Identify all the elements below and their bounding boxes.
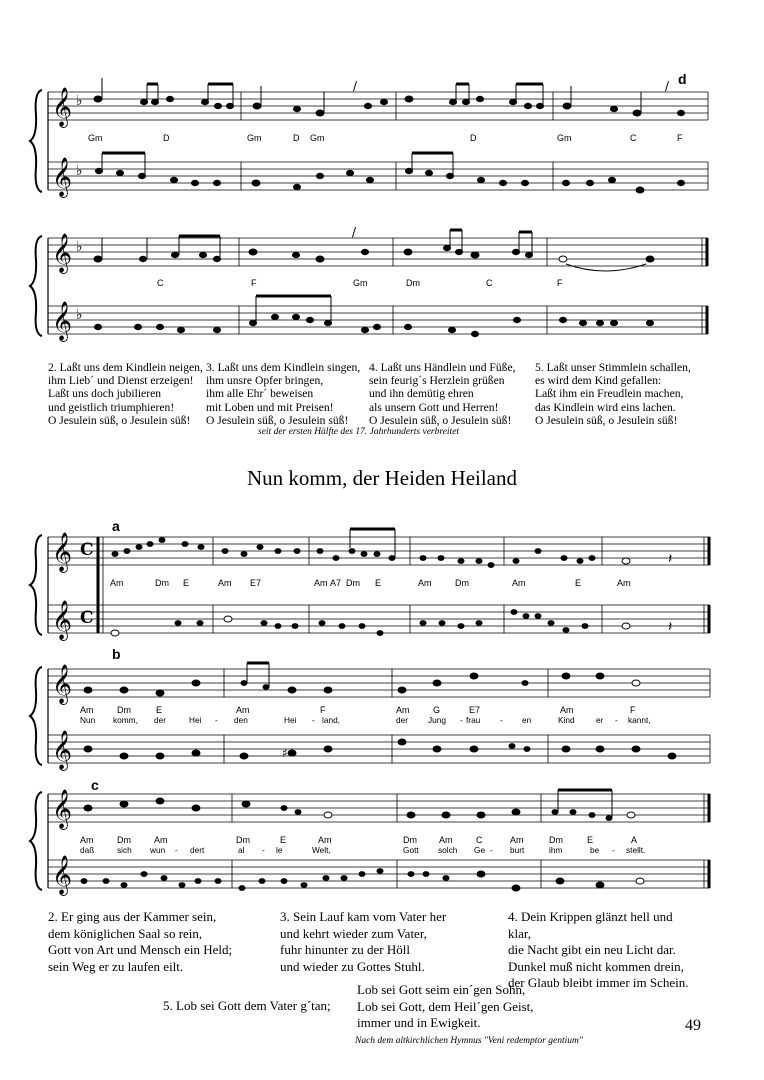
lyric-syllable: - — [615, 715, 618, 725]
lyric-syllable: ihm — [549, 845, 563, 855]
svg-text:♯: ♯ — [282, 746, 288, 760]
section-label-b: b — [112, 646, 121, 662]
lyric-syllable: - — [612, 845, 615, 855]
lyric-syllable: stellt. — [626, 845, 646, 855]
chord-symbol: C — [476, 835, 483, 845]
song1-verse-4: 4. Laßt uns Händlein und Füße, sein feurig´s Herzlein grüßen und ihn demütig ehren als unsern Gott und Herren! O Jesulein süß, o Jesulein süß! — [369, 361, 516, 427]
chord-symbol: Am — [80, 705, 94, 715]
chord-symbol: E — [375, 578, 382, 588]
song2-verse-5-label: 5. Lob sei Gott dem Vater g´tan; — [163, 998, 331, 1013]
chord-symbol: F — [557, 278, 563, 288]
chord-symbol: Dm — [455, 578, 469, 588]
chord-symbol: Am — [154, 835, 168, 845]
chord-symbol: C — [157, 278, 164, 288]
lyric-syllable: burt — [510, 845, 525, 855]
chord-symbol: Am — [218, 578, 232, 588]
chord-symbol: F — [320, 705, 326, 715]
chord-symbol: F — [630, 705, 636, 715]
song1-verse-3: 3. Laßt uns dem Kindlein singen, ihm unsre Opfer bringen, ihm alle Ehr´ beweisen mit Loben und mit Preisen! O Jesulein süß, o Jesulein süß! — [206, 361, 361, 427]
chord-symbol: Dm — [406, 278, 420, 288]
song1-verse-5: 5. Laßt unser Stimmlein schallen, es wird dem Kind gefallen: Laßt ihm ein Freudlein machen, das Kindlein wird eins lachen. O Jesulein süß, o Jesulein süß! — [535, 361, 691, 427]
svg-text:/: / — [353, 79, 358, 93]
svg-text:♭: ♭ — [76, 163, 83, 179]
song2-verse-3: 3. Sein Lauf kam vom Vater her und kehrt wieder zum Vater, fuhr hinunter zu der Höll und wieder zu Gottes Stuhl. — [280, 909, 447, 974]
song2-system-a — [0, 515, 764, 655]
chord-symbol: A7 — [330, 578, 342, 588]
lyric-syllable: - — [500, 715, 503, 725]
song2-verse-2: 2. Er ging aus der Kammer sein, dem königlichen Saal so rein, Gott von Art und Mensch ein Held; sein Weg er zu laufen eilt. — [48, 909, 233, 974]
svg-text:/: / — [352, 225, 357, 239]
lyric-syllable: der — [396, 715, 408, 725]
svg-text:C: C — [80, 608, 94, 628]
chord-symbol: A — [631, 835, 638, 845]
lyric-syllable: - — [215, 715, 218, 725]
chord-symbol: Gm — [88, 133, 103, 143]
lyric-syllable: kannt, — [628, 715, 651, 725]
lyric-syllable: al — [238, 845, 245, 855]
chord-symbol: Am — [318, 835, 332, 845]
lyric-syllable: Ge — [474, 845, 486, 855]
chord-symbol: Am — [80, 835, 94, 845]
lyric-syllable: frau — [466, 715, 481, 725]
svg-text:𝄞: 𝄞 — [52, 789, 73, 829]
lyric-syllable: land, — [322, 715, 340, 725]
svg-text:/: / — [665, 79, 670, 93]
chord-symbol: Dm — [549, 835, 563, 845]
chord-symbol: Am — [396, 705, 410, 715]
lyric-syllable: komm, — [113, 715, 138, 725]
section-label-c: c — [91, 777, 99, 793]
lyric-syllable: dert — [190, 845, 205, 855]
lyric-syllable: en — [522, 715, 532, 725]
lyric-syllable: Hei — [189, 715, 202, 725]
svg-text:𝄞: 𝄞 — [52, 664, 73, 704]
svg-text:𝄞: 𝄞 — [52, 301, 73, 341]
lyric-syllable: der — [154, 715, 166, 725]
lyric-syllable: be — [590, 845, 600, 855]
chord-symbol: Gm — [310, 133, 325, 143]
chord-symbol: Gm — [353, 278, 368, 288]
chord-symbol: C — [630, 133, 637, 143]
chord-symbol: Am — [314, 578, 328, 588]
lyric-syllable: le — [276, 845, 283, 855]
song2-credit: Nach dem altkirchlichen Hymnus "Veni redemptor gentium" — [355, 1036, 583, 1046]
lyric-syllable: - — [262, 845, 265, 855]
svg-text:𝄞: 𝄞 — [52, 600, 73, 640]
chord-symbol: Am — [418, 578, 432, 588]
svg-text:𝄽: 𝄽 — [668, 551, 673, 567]
chord-symbol: E7 — [250, 578, 262, 588]
song2-system-b — [0, 643, 764, 783]
song2-verse-4: 4. Dein Krippen glänzt hell und klar, die Nacht gibt ein neu Licht dar. Dunkel muß nicht kommen drein, der Glaub bleibt immer im Schein. — [508, 909, 689, 990]
svg-text:𝄞: 𝄞 — [52, 87, 73, 127]
lyric-syllable: - — [175, 845, 178, 855]
svg-text:𝄞: 𝄞 — [52, 532, 73, 572]
svg-text:♭: ♭ — [76, 307, 83, 323]
chord-symbol: G — [433, 705, 441, 715]
chord-symbol: E — [280, 835, 287, 845]
svg-text:C: C — [80, 540, 94, 560]
lyric-syllable: - — [490, 845, 493, 855]
song2-verse-5: Lob sei Gott seim ein´gen Sohn, Lob sei Gott, dem Heil´gen Geist, immer und in Ewigkeit. — [357, 982, 534, 1030]
lyric-syllable: - — [460, 715, 463, 725]
chord-symbol: Am — [110, 578, 124, 588]
chord-symbol: E — [156, 705, 163, 715]
lyric-syllable: Jung — [428, 715, 446, 725]
chord-symbol: Dm — [117, 835, 131, 845]
lyric-syllable: wun — [150, 845, 166, 855]
lyric-syllable: Nun — [80, 715, 96, 725]
chord-symbol: D — [293, 133, 300, 143]
chord-symbol: Dm — [236, 835, 250, 845]
chord-symbol: Am — [510, 835, 524, 845]
svg-text:𝄞: 𝄞 — [52, 157, 73, 197]
section-label-d: d — [678, 71, 687, 87]
svg-text:♭: ♭ — [76, 239, 83, 255]
chord-symbol: E — [183, 578, 190, 588]
svg-text:♭: ♭ — [76, 93, 83, 109]
chord-symbol: C — [486, 278, 493, 288]
section-label-a: a — [112, 518, 120, 534]
chord-symbol: Dm — [346, 578, 360, 588]
chord-symbol: D — [470, 133, 477, 143]
svg-text:𝄽: 𝄽 — [668, 619, 673, 635]
lyric-syllable: er — [596, 715, 604, 725]
page-number: 49 — [685, 1017, 701, 1034]
song1-verse-2: 2. Laßt uns dem Kindlein neigen, ihm Lieb´ und Dienst erzeigen! Laßt uns doch jubilieren und geistlich triumphieren! O Jesulein süß, o Jesulein süß! — [48, 361, 203, 427]
chord-symbol: Dm — [155, 578, 169, 588]
lyric-syllable: Gott — [403, 845, 419, 855]
chord-symbol: Am — [439, 835, 453, 845]
lyric-syllable: solch — [438, 845, 458, 855]
chord-symbol: Am — [512, 578, 526, 588]
chord-symbol: Am — [617, 578, 631, 588]
chord-symbol: Am — [236, 705, 250, 715]
lyric-syllable: - — [312, 715, 315, 725]
lyric-syllable: den — [234, 715, 248, 725]
chord-symbol: F — [251, 278, 257, 288]
chord-symbol: Gm — [557, 133, 572, 143]
song1-system-2 — [0, 224, 764, 374]
song-title: Nun komm, der Heiden Heiland — [246, 466, 518, 490]
chord-symbol: E7 — [469, 705, 481, 715]
svg-text:𝄞: 𝄞 — [52, 233, 73, 273]
chord-symbol: F — [677, 133, 683, 143]
chord-symbol: Am — [560, 705, 574, 715]
chord-symbol: Gm — [247, 133, 262, 143]
song2-system-c — [0, 768, 764, 908]
chord-symbol: Dm — [117, 705, 131, 715]
chord-symbol: E — [575, 578, 582, 588]
chord-symbol: Dm — [403, 835, 417, 845]
chord-symbol: E — [587, 835, 594, 845]
lyric-syllable: Kind — [558, 715, 575, 725]
lyric-syllable: Welt, — [312, 845, 331, 855]
lyric-syllable: sich — [117, 845, 132, 855]
lyric-syllable: daß — [80, 845, 95, 855]
svg-text:𝄞: 𝄞 — [52, 855, 73, 895]
svg-text:𝄞: 𝄞 — [52, 730, 73, 770]
song1-credit: seit der ersten Hälfte des 17. Jahrhunderts verbreitet — [258, 427, 460, 437]
lyric-syllable: Hei — [284, 715, 297, 725]
chord-symbol: D — [163, 133, 170, 143]
